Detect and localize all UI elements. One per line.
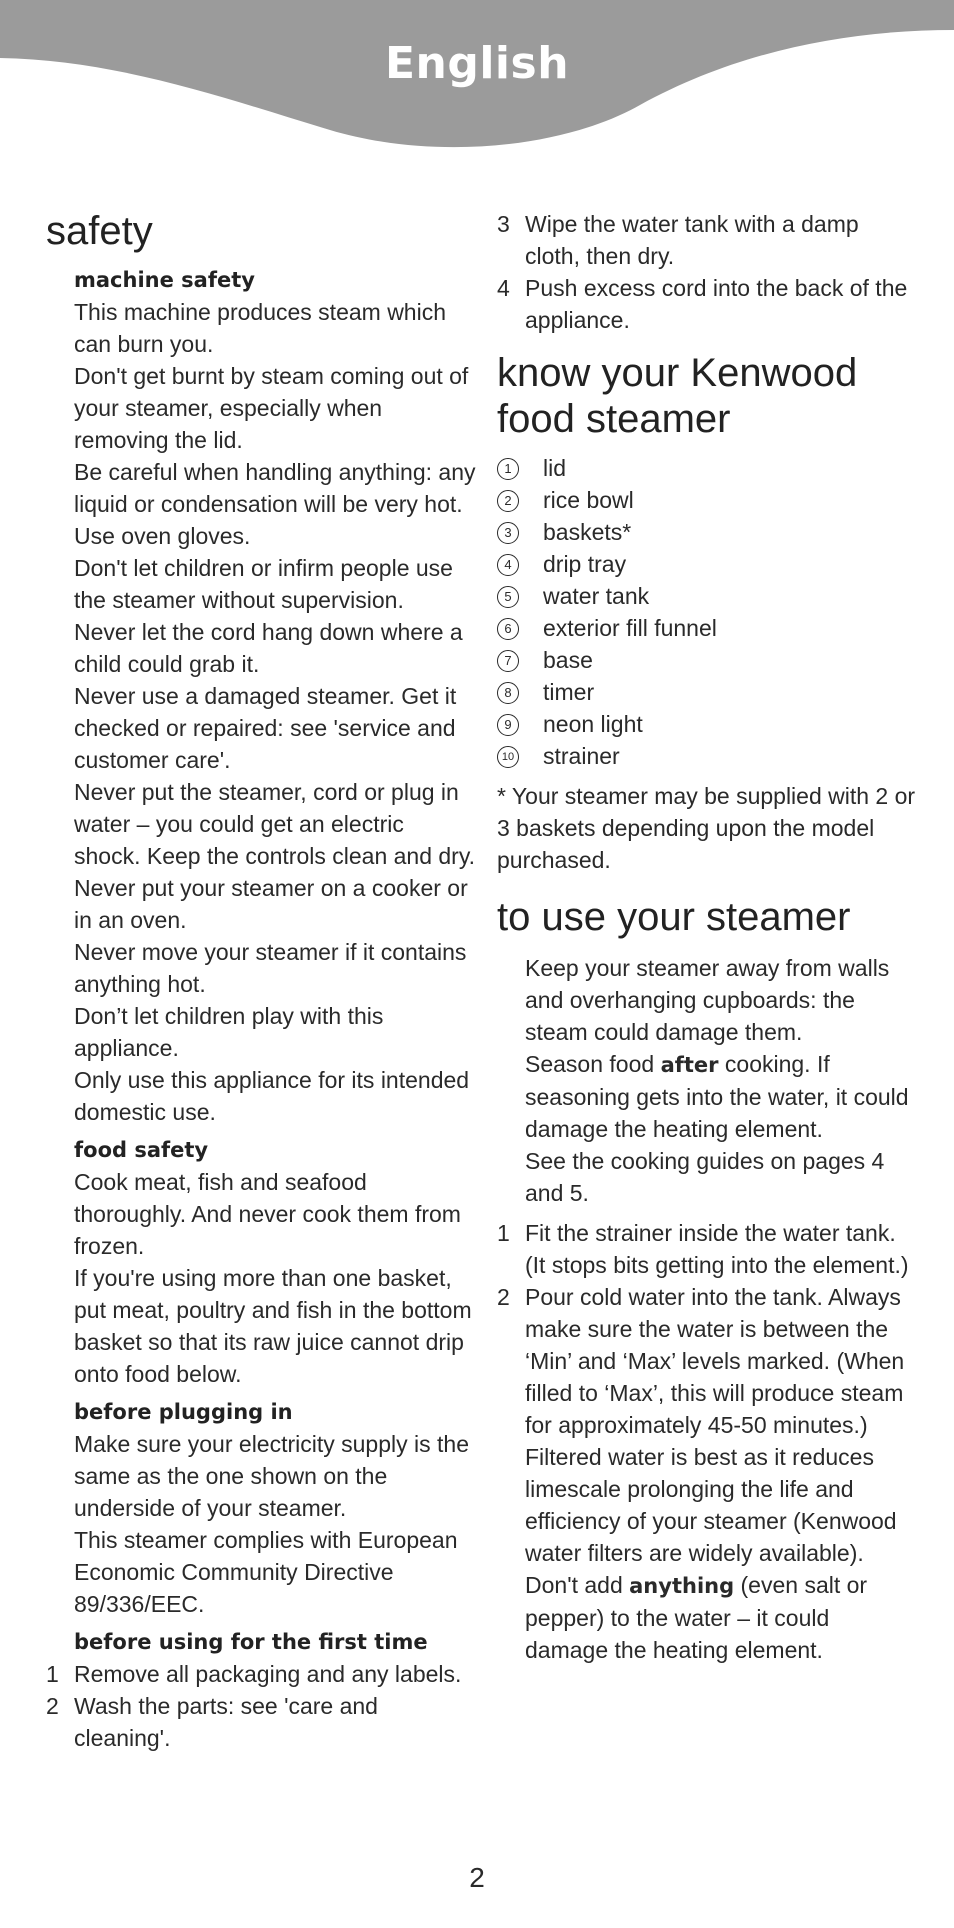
use-intro-line: See the cooking guides on pages 4 and 5. [525, 1148, 885, 1206]
baskets-footnote: * Your steamer may be supplied with 2 or 3 baskets depending upon the model purchased. [497, 783, 916, 873]
first-time-steps [46, 1658, 476, 1754]
left-column [46, 208, 476, 1754]
use-intro-line: Keep your steamer away from walls and overhanging cupboards: the steam could damage them. [525, 955, 890, 1045]
first-time-heading: before using for the first time [74, 1630, 428, 1654]
before-plugging-line: Make sure your electricity supply is the same as the one shown on the underside of your steamer. [74, 1431, 469, 1521]
part-item: 4 drip tray [497, 548, 917, 580]
machine-safety-line: Never put the steamer, cord or plug in water – you could get an electric shock. Keep the controls clean and dry. [74, 779, 476, 869]
part-item: 9 neon light [497, 708, 917, 740]
before-plugging-line: This steamer complies with European Economic Community Directive 89/336/EEC. [74, 1527, 458, 1617]
machine-safety-line: Never put your steamer on a cooker or in an oven. [74, 875, 468, 933]
use-intro-line: Season food after cooking. If seasoning gets into the water, it could damage the heating element. [525, 1051, 909, 1142]
first-time-steps-continued [497, 208, 917, 336]
list-item: 3 Wipe the water tank with a damp cloth, then dry. [497, 211, 859, 269]
use-steps [497, 1217, 917, 1666]
machine-safety-line: Never move your steamer if it contains anything hot. [74, 939, 467, 997]
food-safety-line: If you're using more than one basket, put meat, poultry and fish in the bottom basket so that its raw juice cannot drip onto food below. [74, 1265, 472, 1387]
machine-safety-line: Be careful when handling anything: any liquid or condensation will be very hot. Use oven gloves. [74, 459, 476, 549]
list-item: 1 Fit the strainer inside the water tank. (It stops bits getting into the element.) [497, 1220, 909, 1278]
machine-safety-line: This machine produces steam which can burn you. [74, 299, 446, 357]
part-item: 10 strainer [497, 740, 917, 772]
machine-safety-line: Never let the cord hang down where a child could grab it. [74, 619, 463, 677]
food-safety-line: Cook meat, fish and seafood thoroughly. And never cook them from frozen. [74, 1169, 461, 1259]
part-item: 5 water tank [497, 580, 917, 612]
part-item: 8 timer [497, 676, 917, 708]
machine-safety-line: Don’t let children play with this appliance. [74, 1003, 384, 1061]
parts-list [497, 452, 917, 772]
list-item: 2 Wash the parts: see 'care and cleaning'. [46, 1693, 378, 1751]
to-use-heading: to use your steamer [497, 895, 851, 939]
part-item: 2 rice bowl [497, 484, 917, 516]
list-item: 2 Pour cold water into the tank. Always make sure the water is between the ‘Min’ and ‘Max’ levels marked. (When filled to ‘Max’, this will produce steam for approximately 45-50 minutes.) Filtered water is best as it reduces limescale prolonging the life and efficiency of your steamer (Kenwood water filters are widely available). Don't add anything (even salt or pepper) to the water – it could damage the heating element. [497, 1284, 905, 1663]
know-your-steamer-heading: know your Kenwood food steamer [497, 351, 858, 441]
page-language-title: English [384, 38, 570, 89]
part-item: 3 baskets* [497, 516, 917, 548]
machine-safety-line: Don't let children or infirm people use the steamer without supervision. [74, 555, 453, 613]
page-number: 2 [469, 1862, 485, 1893]
food-safety-heading: food safety [74, 1138, 209, 1162]
safety-heading: safety [46, 209, 153, 253]
machine-safety-heading: machine safety [74, 268, 255, 292]
part-item: 7 base [497, 644, 917, 676]
machine-safety-line: Never use a damaged steamer. Get it checked or repaired: see 'service and customer care'. [74, 683, 457, 773]
machine-safety-line: Only use this appliance for its intended domestic use. [74, 1067, 470, 1125]
right-column [497, 208, 917, 1666]
list-item: 1 Remove all packaging and any labels. [46, 1661, 462, 1687]
part-item: 1 lid [497, 452, 917, 484]
machine-safety-line: Don't get burnt by steam coming out of your steamer, especially when removing the lid. [74, 363, 469, 453]
before-plugging-heading: before plugging in [74, 1400, 293, 1424]
list-item: 4 Push excess cord into the back of the appliance. [497, 275, 908, 333]
part-item: 6 exterior fill funnel [497, 612, 917, 644]
